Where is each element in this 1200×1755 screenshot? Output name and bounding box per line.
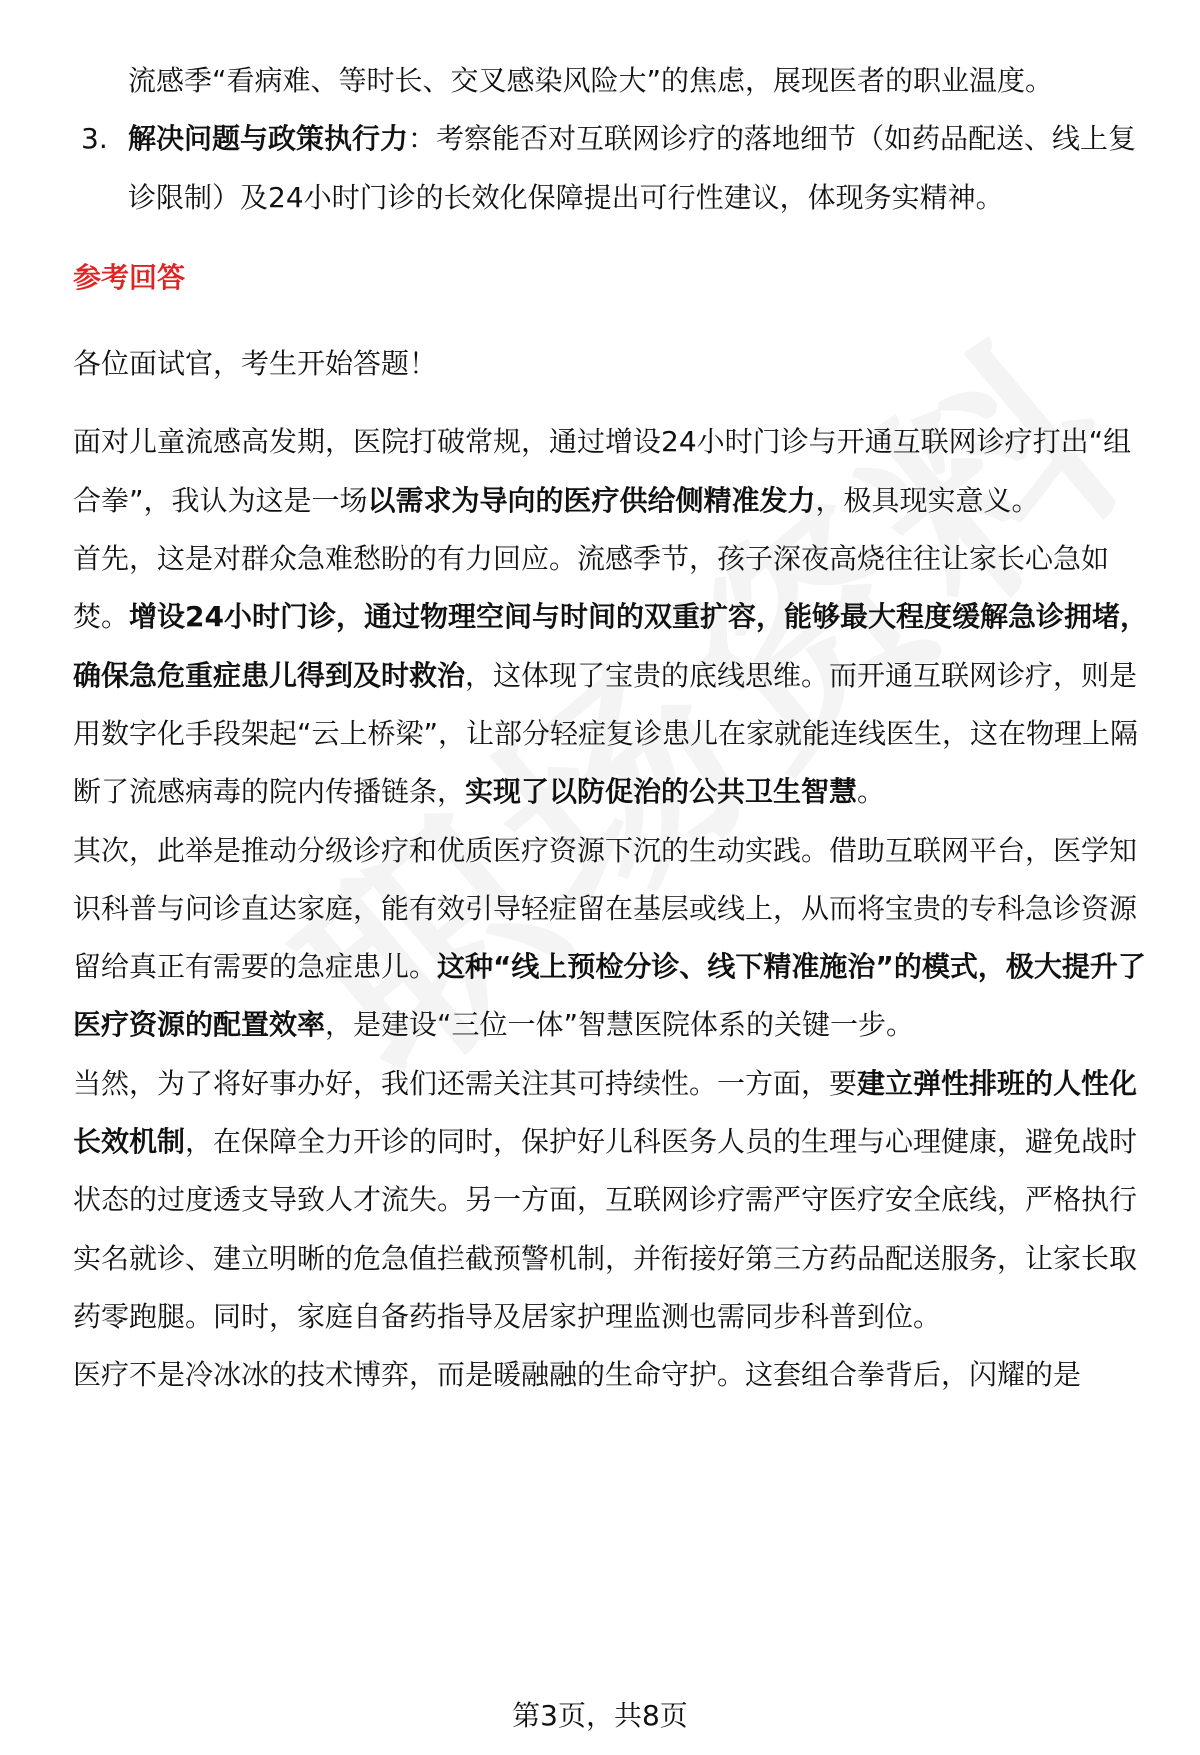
list-number: 3. [81, 122, 108, 156]
document-body [73, 52, 1153, 1405]
emphasis: 这种“线上预检分诊、线下精准施治”的模式，极大提升了医疗资源的配置效率 [73, 950, 1146, 1042]
section-heading: 参考回答 [73, 260, 186, 294]
emphasis: 实现了以防促治的公共卫生智慧 [465, 775, 858, 809]
list-item-3 [73, 110, 1153, 227]
list-item-title: 解决问题与政策执行力 [128, 122, 409, 156]
list-item-text: ：考察能否对互联网诊疗的落地细节（如药品配送、线上复诊限制）及24小时门诊的长效化保障提出可行性建议，体现务实精神。 [128, 122, 1137, 214]
emphasis: 增设24小时门诊，通过物理空间与时间的双重扩容，能够最大程度缓解急诊拥堵，确保急危重症患儿得到及时救治 [73, 600, 1148, 692]
paragraph-4: 当然，为了将好事办好，我们还需关注其可持续性。一方面，要建立弹性排班的人性化长效机制，在保障全力开诊的同时，保护好儿科医务人员的生理与心理健康，避免战时状态的过度透支导致人才流失。另一方面，互联网诊疗需严守医疗安全底线，严格执行实名就诊、建立明晰的危急值拦截预警机制，并衔接好第三方药品配送服务，让家长取药零跑腿。同时，家庭自备药指导及居家护理监测也需同步科普到位。 [73, 1066, 1138, 1333]
paragraph-1: 面对儿童流感高发期，医院打破常规，通过增设24小时门诊与开通互联网诊疗打出“组合拳”，我认为这是一场以需求为导向的医疗供给侧精准发力，极具现实意义。 [73, 425, 1132, 517]
list-item-continuation: 流感季“看病难、等时长、交叉感染风险大”的焦虑，展现医者的职业温度。 [128, 64, 1054, 97]
opening-line: 各位面试官，考生开始答题！ [73, 347, 438, 381]
emphasis: 建立弹性排班的人性化长效机制 [73, 1066, 1138, 1159]
emphasis: 以需求为导向的医疗供给侧精准发力 [367, 483, 816, 517]
paragraph-5: 医疗不是冷冰冰的技术博弈，而是暖融融的生命守护。这套组合拳背后，闪耀的是 [73, 1358, 1082, 1392]
paragraph-2: 首先，这是对群众急难愁盼的有力回应。流感季节，孩子深夜高烧往往让家长心急如焚。增设24小时门诊，通过物理空间与时间的双重扩容，能够最大程度缓解急诊拥堵，确保急危重症患儿得到及时救治，这体现了宝贵的底线思维。而开通互联网诊疗，则是用数字化手段架起“云上桥梁”，让部分轻症复诊患儿在家就能连线医生，这在物理上隔断了流感病毒的院内传播链条，实现了以防促治的公共卫生智慧。 [73, 542, 1148, 809]
paragraph-3: 其次，此举是推动分级诊疗和优质医疗资源下沉的生动实践。借助互联网平台，医学知识科普与问诊直达家庭，能有效引导轻症留在基层或线上，从而将宝贵的专科急诊资源留给真正有需要的急症患儿。这种“线上预检分诊、线下精准施治”的模式，极大提升了医疗资源的配置效率，是建设“三位一体”智慧医院体系的关键一步。 [73, 833, 1146, 1042]
page-number: 第3页，共8页 [512, 1699, 688, 1732]
